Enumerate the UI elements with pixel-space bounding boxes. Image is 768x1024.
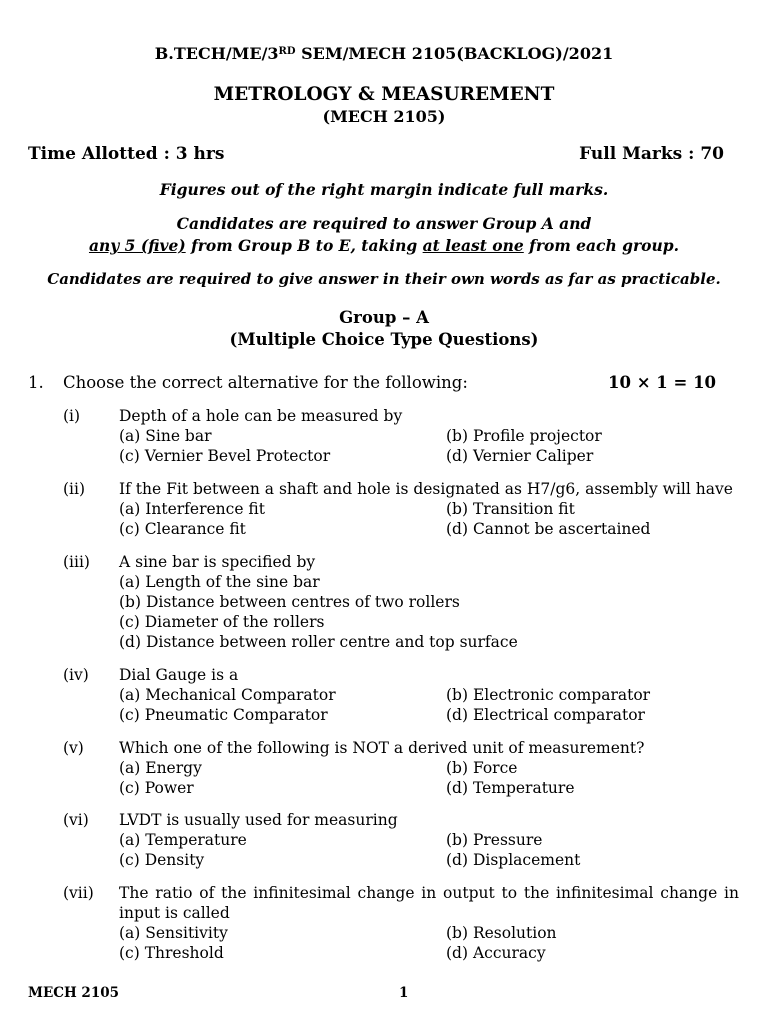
- footer-code: MECH 2105: [28, 985, 120, 1001]
- option-d: (d) Displacement: [446, 851, 581, 869]
- option-c: (c) Vernier Bevel Protector: [119, 447, 331, 465]
- option-c: (c) Density: [119, 851, 205, 869]
- item-question-line1: The ratio of the infinitesimal change in output to the infinitesimal change in: [119, 884, 739, 902]
- instruction-answer-line1: Candidates are required to answer Group A and: [176, 214, 592, 233]
- option-b: (b) Force: [446, 759, 518, 777]
- item-number: (iv): [63, 666, 89, 684]
- option-c: (c) Diameter of the rollers: [119, 613, 325, 631]
- option-b: (b) Pressure: [446, 831, 543, 849]
- option-c: (c) Power: [119, 779, 194, 797]
- group-title: Group – A: [339, 308, 429, 327]
- instruction-answer-line2: any 5 (five) from Group B to E, taking at least one from each group.: [88, 236, 680, 255]
- option-a: (a) Temperature: [119, 831, 247, 849]
- option-b: (b) Resolution: [446, 924, 557, 942]
- question-text: Choose the correct alternative for the following:: [63, 373, 468, 392]
- item-number: (vi): [63, 811, 89, 829]
- option-a: (a) Interference fit: [119, 500, 266, 518]
- full-marks: Full Marks : 70: [579, 144, 724, 164]
- item-question: LVDT is usually used for measuring: [119, 811, 398, 829]
- option-a: (a) Mechanical Comparator: [119, 686, 336, 704]
- option-d: (d) Temperature: [446, 779, 575, 797]
- item-number: (i): [63, 407, 81, 425]
- item-number: (iii): [63, 553, 90, 571]
- option-a: (a) Energy: [119, 759, 202, 777]
- option-b: (b) Transition fit: [446, 500, 575, 518]
- option-c: (c) Threshold: [119, 944, 224, 962]
- item-question-line2: input is called: [119, 904, 230, 922]
- option-b: (b) Profile projector: [446, 427, 602, 445]
- option-d: (d) Electrical comparator: [446, 706, 645, 724]
- subject-code: (MECH 2105): [322, 107, 446, 126]
- option-a: (a) Sine bar: [119, 427, 212, 445]
- instruction-marks: Figures out of the right margin indicate full marks.: [159, 180, 609, 199]
- option-a: (a) Sensitivity: [119, 924, 228, 942]
- option-c: (c) Pneumatic Comparator: [119, 706, 328, 724]
- option-c: (c) Clearance fit: [119, 520, 246, 538]
- option-d: (d) Accuracy: [446, 944, 546, 962]
- group-subtitle: (Multiple Choice Type Questions): [229, 330, 539, 349]
- item-question: Depth of a hole can be measured by: [119, 407, 403, 425]
- option-b: (b) Distance between centres of two rollers: [119, 593, 460, 611]
- option-d: (d) Cannot be ascertained: [446, 520, 651, 538]
- item-number: (vii): [63, 884, 94, 902]
- question-marks: 10 × 1 = 10: [608, 373, 717, 392]
- option-d: (d) Distance between roller centre and top surface: [119, 633, 518, 651]
- time-allotted: Time Allotted : 3 hrs: [28, 144, 225, 164]
- subject-title: METROLOGY & MEASUREMENT: [213, 84, 555, 105]
- instruction-own-words: Candidates are required to give answer in their own words as far as practicable.: [47, 270, 721, 288]
- item-question: A sine bar is specified by: [119, 553, 316, 571]
- item-number: (v): [63, 739, 84, 757]
- item-question: Which one of the following is NOT a derived unit of measurement?: [119, 739, 645, 757]
- item-number: (ii): [63, 480, 86, 498]
- question-number: 1.: [28, 373, 44, 392]
- option-a: (a) Length of the sine bar: [119, 573, 320, 591]
- option-b: (b) Electronic comparator: [446, 686, 651, 704]
- item-question: If the Fit between a shaft and hole is designated as H7/g6, assembly will have: [119, 480, 733, 498]
- option-d: (d) Vernier Caliper: [446, 447, 594, 465]
- item-question: Dial Gauge is a: [119, 666, 239, 684]
- page-number: 1: [399, 985, 409, 1001]
- exam-code: B.TECH/ME/3RD SEM/MECH 2105(BACKLOG)/2021: [154, 44, 614, 63]
